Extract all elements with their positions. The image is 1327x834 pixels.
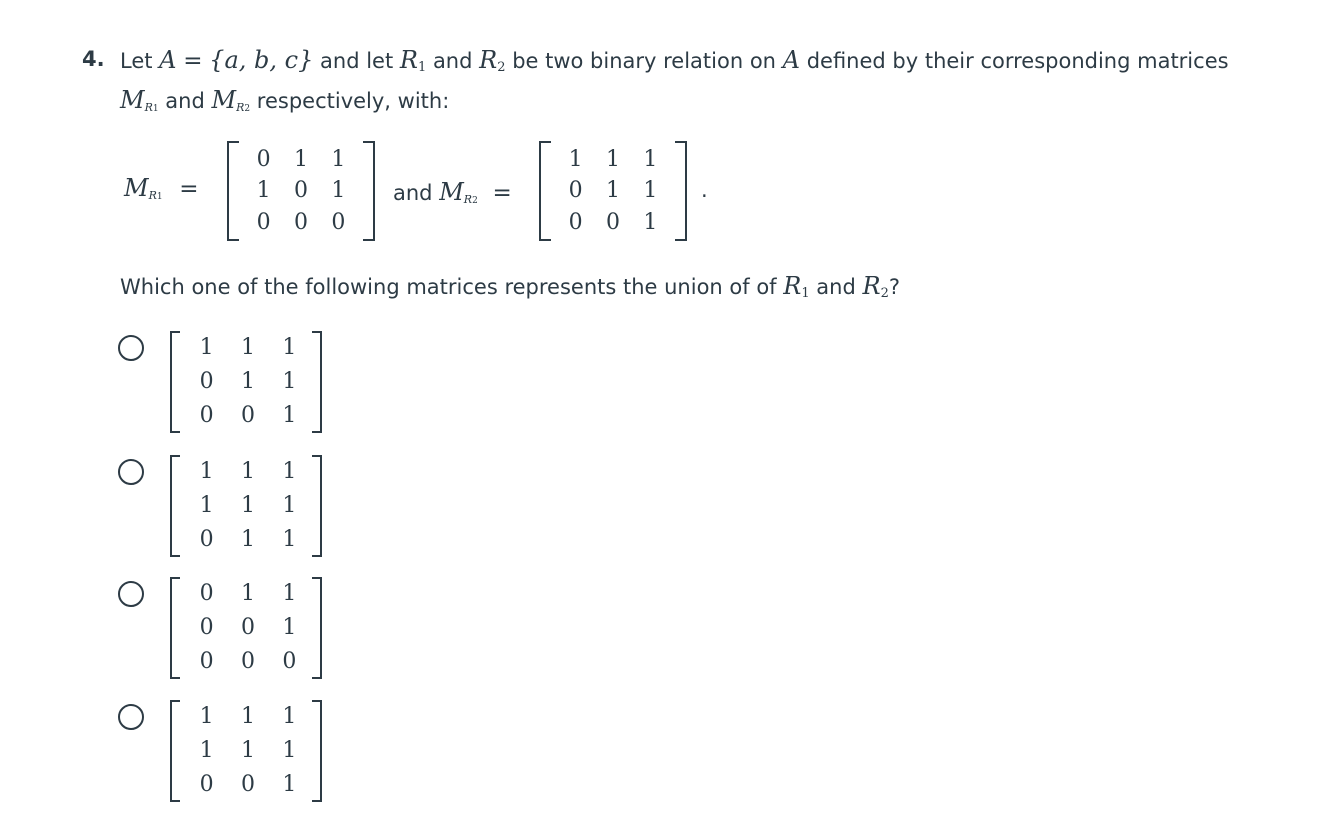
matrix-cell: 0 [199, 403, 214, 428]
question-prompt [120, 272, 900, 300]
matrix-cell: 0 [605, 209, 620, 235]
matrix-cell: 0 [331, 209, 346, 235]
prompt-r1: $R_1$ [783, 272, 810, 301]
matrix-cell: 1 [199, 704, 214, 729]
bracket-left [539, 141, 551, 241]
matrix-grid [186, 331, 310, 433]
matrix-cell: 0 [568, 209, 583, 235]
definition-period: . [701, 178, 708, 202]
matrix-cell: 1 [293, 147, 308, 172]
matrix-cell: 0 [199, 369, 214, 394]
question-line-1 [120, 46, 1229, 74]
text-and: and [432, 49, 473, 73]
matrix-grid [557, 144, 669, 238]
matrix-cell: 0 [199, 527, 214, 552]
matrix-m-r1 [227, 141, 375, 241]
option-matrix [170, 331, 322, 433]
bracket-left [227, 141, 239, 241]
bracket-left [170, 331, 180, 433]
answer-option-4[interactable] [115, 697, 330, 802]
option-matrix [170, 700, 322, 802]
matrix-grid [245, 144, 357, 238]
symbol-m-r1: $M_{R1}$ [120, 86, 159, 114]
matrix-cell: 1 [282, 772, 297, 797]
prompt-r2: $R_2$? [862, 272, 901, 301]
matrix-cell: 1 [240, 493, 255, 518]
text-respectively: respectively, with: [256, 89, 450, 113]
matrix-cell: 1 [240, 581, 255, 606]
matrix-cell: 0 [293, 178, 308, 204]
bracket-left [170, 577, 180, 679]
bracket-right [363, 141, 375, 241]
matrix-cell: 1 [643, 147, 658, 172]
question-number: 4. [82, 47, 105, 71]
prompt-and: and [816, 275, 856, 299]
symbol-a: A [159, 46, 177, 74]
matrix-cell: 1 [199, 459, 214, 484]
matrix-cell: 1 [240, 704, 255, 729]
matrix-cell: 1 [282, 335, 297, 360]
matrix-cell: 1 [605, 178, 620, 204]
matrix-cell: 1 [240, 459, 255, 484]
set-abc: {a, b, c} [209, 46, 314, 74]
matrix-cell: 0 [256, 147, 271, 172]
symbol-a-2: A [782, 46, 801, 74]
matrix-cell: 1 [331, 147, 346, 172]
text-binary-relation: be two binary relation on [512, 49, 776, 73]
matrix-m-r2 [539, 141, 687, 241]
option-matrix [170, 577, 322, 679]
matrix-cell: 1 [643, 178, 658, 204]
bracket-left [170, 455, 180, 557]
label-m-r1: $M_{R1}$ = [124, 174, 199, 202]
matrix-grid [186, 577, 310, 679]
matrix-cell: 1 [282, 738, 297, 763]
matrix-cell: 1 [256, 178, 271, 204]
text-defined: defined by their corresponding matrices [806, 49, 1229, 73]
matrix-grid [186, 455, 310, 557]
text-let: Let [120, 49, 153, 73]
answer-option-2[interactable] [115, 452, 330, 557]
matrix-cell: 1 [568, 147, 583, 172]
matrix-grid [186, 700, 310, 802]
matrix-cell: 1 [240, 369, 255, 394]
answer-option-3[interactable] [115, 574, 330, 679]
matrix-cell: 1 [643, 209, 658, 235]
definition-and: and $M_{R2}$ = [393, 178, 512, 206]
matrix-cell: 0 [199, 649, 214, 674]
matrix-cell: 0 [256, 209, 271, 235]
matrix-cell: 1 [282, 704, 297, 729]
matrix-cell: 1 [282, 369, 297, 394]
matrix-cell: 0 [240, 615, 255, 640]
relation-r2: $R_2$ [479, 46, 506, 75]
radio-button[interactable] [118, 459, 144, 485]
option-matrix [170, 455, 322, 557]
matrix-cell: 0 [293, 209, 308, 235]
radio-button[interactable] [118, 581, 144, 607]
bracket-right [312, 700, 322, 802]
matrix-cell: 1 [240, 527, 255, 552]
matrix-cell: 1 [282, 459, 297, 484]
matrix-cell: 0 [199, 772, 214, 797]
matrix-cell: 0 [240, 772, 255, 797]
matrix-cell: 1 [282, 493, 297, 518]
radio-button[interactable] [118, 335, 144, 361]
matrix-cell: 0 [240, 649, 255, 674]
symbol-m-r2: $M_{R2}$ [211, 86, 251, 114]
radio-button[interactable] [118, 704, 144, 730]
equals-sign: = [183, 48, 203, 74]
matrix-cell: 1 [199, 738, 214, 763]
matrix-cell: 1 [605, 147, 620, 172]
bracket-right [675, 141, 687, 241]
matrix-cell: 1 [331, 178, 346, 204]
text-and-let: and let [320, 49, 394, 73]
matrix-cell: 1 [199, 335, 214, 360]
matrix-cell: 1 [240, 335, 255, 360]
matrix-cell: 1 [240, 738, 255, 763]
text-and-2: and [165, 89, 205, 113]
matrix-cell: 0 [199, 581, 214, 606]
matrix-cell: 0 [240, 403, 255, 428]
relation-r1: $R_1$ [399, 46, 427, 75]
matrix-cell: 1 [282, 581, 297, 606]
prompt-text: Which one of the following matrices represents the union of of [120, 275, 777, 299]
matrix-cell: 0 [282, 649, 297, 674]
matrix-cell: 1 [199, 493, 214, 518]
matrix-cell: 1 [282, 403, 297, 428]
bracket-right [312, 577, 322, 679]
answer-option-1[interactable] [115, 328, 330, 433]
matrix-cell: 1 [282, 527, 297, 552]
matrix-cell: 1 [282, 615, 297, 640]
question-line-2 [120, 86, 449, 114]
matrix-cell: 0 [199, 615, 214, 640]
bracket-right [312, 455, 322, 557]
bracket-left [170, 700, 180, 802]
bracket-right [312, 331, 322, 433]
matrix-cell: 0 [568, 178, 583, 204]
